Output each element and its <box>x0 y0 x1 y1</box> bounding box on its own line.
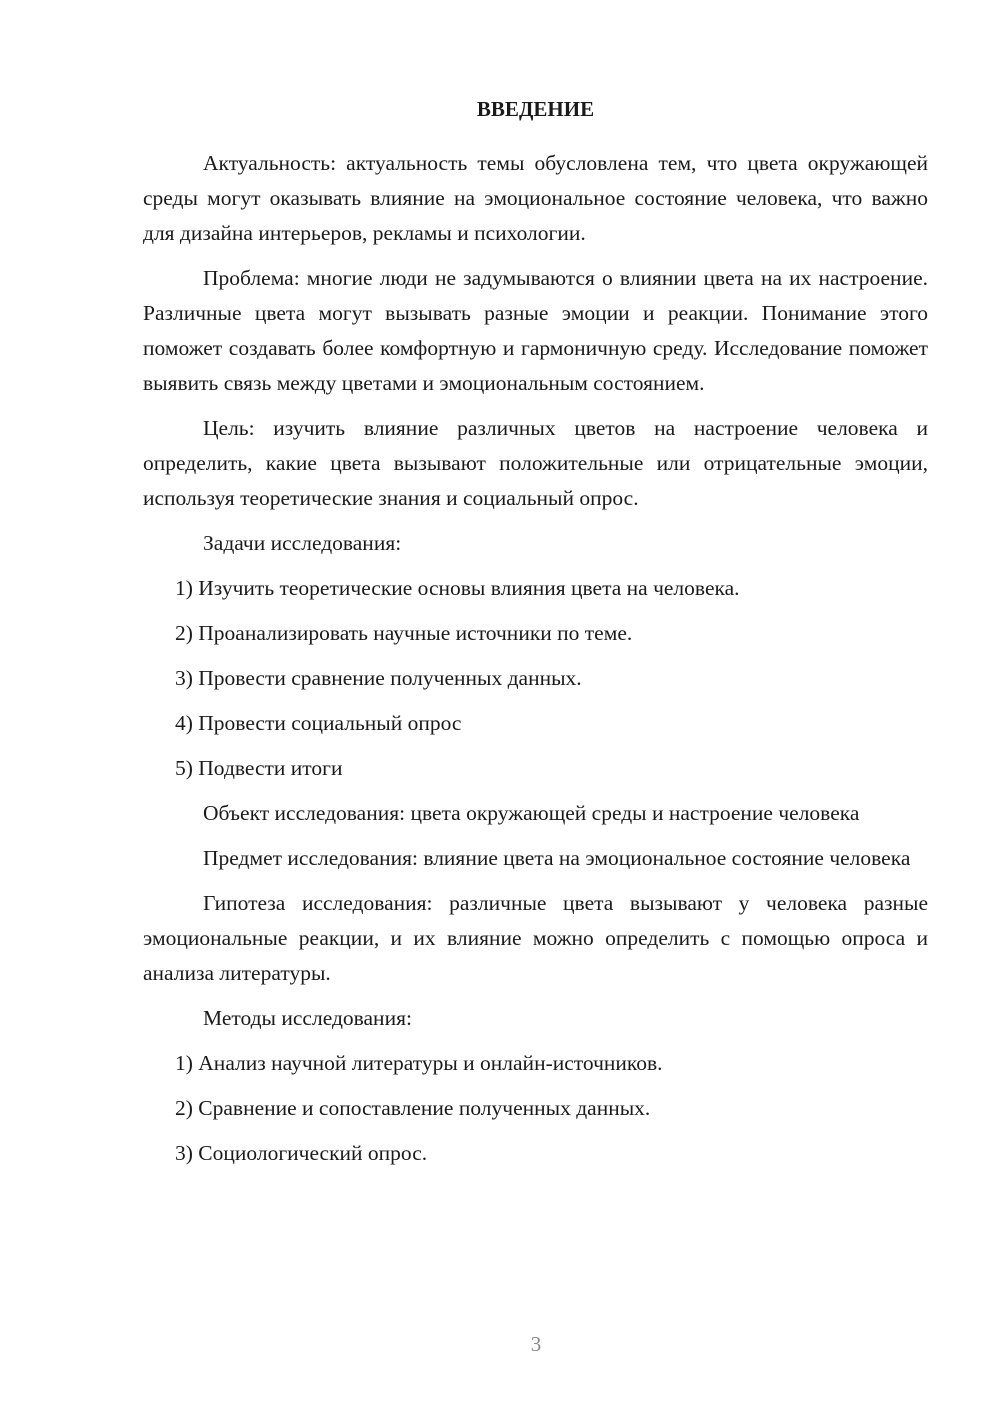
method-item: 1) Анализ научной литературы и онлайн-источников. <box>175 1051 663 1075</box>
task-item: 3) Провести сравнение полученных данных. <box>175 666 582 690</box>
task-item: 5) Подвести итоги <box>175 756 343 780</box>
object-paragraph: Объект исследования: цвета окружающей среды и настроение человека <box>203 801 860 825</box>
goal-paragraph: Цель: изучить влияние различных цветов на настроение человека и определить, какие цвета вызывают положительные или отрицательные эмоции, используя теоретические знания и социальный опрос. <box>143 416 928 510</box>
document-page <box>143 92 928 1181</box>
methods-heading: Методы исследования: <box>203 1006 412 1030</box>
relevance-paragraph: Актуальность: актуальность темы обусловлена тем, что цвета окружающей среды могут оказывать влияние на эмоциональное состояние человека, что важно для дизайна интерьеров, рекламы и психологии. <box>143 151 928 245</box>
hypothesis-paragraph: Гипотеза исследования: различные цвета вызывают у человека разные эмоциональные реакции, и их влияние можно определить с помощью опроса и анализа литературы. <box>143 891 928 985</box>
page-title: ВВЕДЕНИЕ <box>476 97 595 121</box>
method-item: 2) Сравнение и сопоставление полученных данных. <box>175 1096 651 1120</box>
method-item: 3) Социологический опрос. <box>175 1141 428 1165</box>
task-item: 2) Проанализировать научные источники по теме. <box>175 621 633 645</box>
task-item: 4) Провести социальный опрос <box>175 711 462 735</box>
problem-paragraph: Проблема: многие люди не задумываются о влиянии цвета на их настроение. Различные цвета могут вызывать разные эмоции и реакции. Понимание этого поможет создавать более комфортную и гармоничную среду. Исследование поможет выявить связь между цветами и эмоциональным состоянием. <box>143 266 928 395</box>
subject-paragraph: Предмет исследования: влияние цвета на эмоциональное состояние человека <box>203 846 911 870</box>
tasks-heading: Задачи исследования: <box>203 531 402 555</box>
task-item: 1) Изучить теоретические основы влияния цвета на человека. <box>175 576 740 600</box>
page-number: 3 <box>530 1332 542 1356</box>
